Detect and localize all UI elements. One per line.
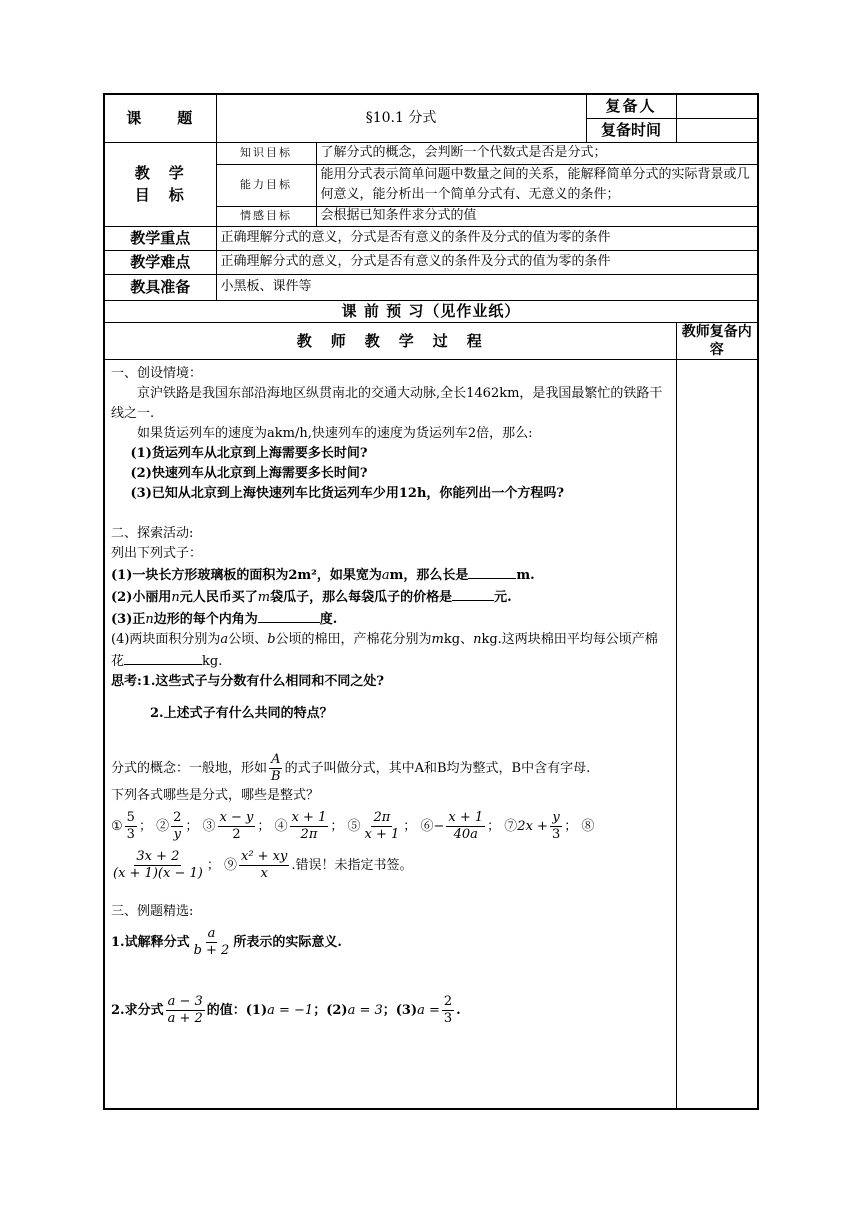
prep-time-value[interactable] <box>676 118 758 142</box>
course-label: 课 题 <box>104 94 216 142</box>
explore-q3: (3)正n边形的每个内角为 度. <box>111 608 670 630</box>
tools-label: 教具准备 <box>104 274 216 300</box>
prep-person-value[interactable] <box>676 94 758 118</box>
goal-text-emotion: 会根据已知条件求分式的值 <box>316 206 758 226</box>
section2-intro: 列出下列式子： <box>111 545 203 561</box>
goal-type-knowledge: 知识目标 <box>216 142 316 164</box>
section1-q2: (2)快速列车从北京到上海需要多长时间? <box>130 465 368 481</box>
explore-q4: (4)两块面积分别为a公顷、b公顷的棉田，产棉花分别为mkg、nkg.这两块棉田平均每公顷产棉花 kg. <box>111 631 658 669</box>
section2-title: 二、探索活动: <box>111 525 194 541</box>
teacher-content-header: 教师复备内容 <box>676 322 758 359</box>
goals-label-line2: 目 标 <box>134 186 186 204</box>
section1-p2: 如果货运列车的速度为akm/h,快速列车的速度为货运列车2倍，那么: <box>137 425 533 441</box>
key-points-text: 正确理解分式的意义，分式是否有意义的条件及分式的值为零的条件 <box>216 226 758 250</box>
lesson-plan-sheet <box>103 93 757 1110</box>
example-1: 1.试解释分式 $\frac{a}{b + 2}$ 所表示的实际意义. <box>111 925 342 958</box>
goal-type-emotion: 情感目标 <box>216 206 316 226</box>
example-2: 2.求分式 $\frac{a - 3}{a + 2}$ 的值：(1)a = −1；(2)a = 3；(3)a = $\frac{2}{3}$ . <box>111 993 461 1026</box>
teacher-notes-cell[interactable] <box>676 359 758 1109</box>
tools-text: 小黑板、课件等 <box>216 274 758 300</box>
answer-blank[interactable] <box>124 650 202 665</box>
explore-q2: (2)小丽用n元人民币买了m袋瓜子，那么每袋瓜子的价格是 元. <box>111 586 670 608</box>
difficulties-label: 教学难点 <box>104 250 216 274</box>
think-2: 2.上述式子有什么共同的特点？ <box>150 705 333 721</box>
key-points-label: 教学重点 <box>104 226 216 250</box>
expression-list-line1: ① $\frac{5}{3}$ ； ② $\frac{2}{y}$ ； ③ $\frac{x - y}{2}$ ； ④ $\frac{x + 1}{2\pi}$ ； ⑤ $\frac{2\pi}{x + 1}$ ； ⑥− $\frac{x + 1}{40a}$ ； ⑦2x + $\frac{y}{3}$ ； ⑧ <box>111 809 595 842</box>
error-bookmark-text: .错误！未指定书签。 <box>291 857 413 873</box>
section1-q3: (3)已知从北京到上海快速列车比货运列车少用12h，你能列出一个方程吗? <box>130 485 565 501</box>
goal-type-ability: 能力目标 <box>216 164 316 206</box>
lesson-plan-table <box>103 93 759 1110</box>
section1-title: 一、创设情境： <box>111 365 203 381</box>
answer-blank[interactable] <box>452 586 494 601</box>
think-1: 思考:1.这些式子与分数有什么相同和不同之处? <box>111 673 384 689</box>
which-question: 下列各式哪些是分式，哪些是整式？ <box>111 787 320 803</box>
expression-list-line2: $\frac{3x + 2}{(x + 1)(x - 1)}$ ； ⑨ $\frac{\text{x² + xy}}{x}$ .错误！未指定书签。 <box>113 848 413 881</box>
goal-text-ability: 能用分式表示简单问题中数量之间的关系，能解释简单分式的实际背景或几何意义，能分析出一个简单分式有、无意义的条件； <box>316 164 758 206</box>
answer-blank[interactable] <box>468 564 516 579</box>
explore-q1: (1)一块长方形玻璃板的面积为2m²，如果宽为am，那么长是 m. <box>111 564 670 586</box>
goals-label-line1: 教 学 <box>134 164 186 182</box>
section1-p1: 京沪铁路是我国东部沿海地区纵贯南北的交通大动脉,全长1462km，是我国最繁忙的铁路干线之一. <box>111 385 663 421</box>
goals-label <box>104 142 216 226</box>
goal-text-knowledge: 了解分式的概念，会判断一个代数式是否是分式； <box>316 142 758 164</box>
process-header: 教 师 教 学 过 程 <box>104 322 676 359</box>
answer-blank[interactable] <box>258 608 320 623</box>
prep-time-label: 复备时间 <box>586 118 676 142</box>
fraction-definition: 分式的概念：一般地，形如 $\frac{A}{B}$ 的式子叫做分式，其中A和B均为整式，B中含有字母. <box>111 751 591 784</box>
prep-person-label: 复备人 <box>586 94 676 118</box>
process-body <box>104 359 676 1109</box>
fraction-a-over-b: $\frac{A}{B}$ <box>271 751 281 784</box>
section1-q1: (1)货运列车从北京到上海需要多长时间? <box>130 445 368 461</box>
preview-row: 课 前 预 习（见作业纸） <box>104 300 758 322</box>
course-title: §10.1 分式 <box>216 94 586 142</box>
difficulties-text: 正确理解分式的意义，分式是否有意义的条件及分式的值为零的条件 <box>216 250 758 274</box>
section3-title: 三、例题精选: <box>111 903 194 919</box>
